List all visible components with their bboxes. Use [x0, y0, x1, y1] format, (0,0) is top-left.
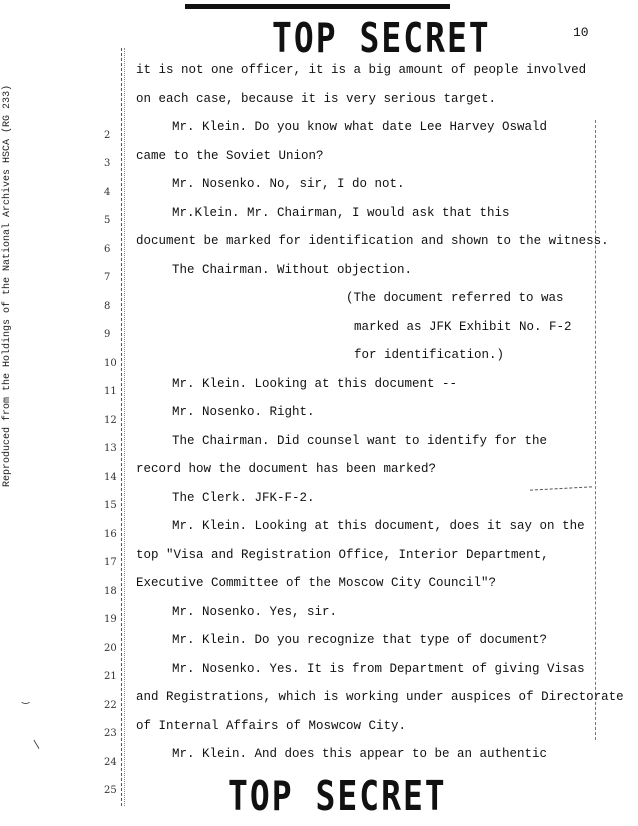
transcript-line: Mr. Klein. Do you recognize that type of document? [172, 633, 548, 647]
line-number: 5 [104, 215, 111, 226]
line-number: 21 [104, 671, 117, 682]
transcript-line: it is not one officer, it is a big amount of people involved [136, 63, 587, 77]
line-number: 4 [104, 186, 111, 198]
transcript-line: Mr. Nosenko. Yes, sir. [172, 604, 338, 619]
left-margin-rule-inner [124, 48, 125, 806]
top-rule [185, 4, 450, 9]
transcript-line: Mr. Nosenko. No, sir, I do not. [172, 177, 405, 191]
page-number: 10 [573, 25, 589, 40]
right-margin-rule [595, 120, 596, 740]
line-number: 18 [104, 585, 117, 597]
transcript-line: came to the Soviet Union? [136, 148, 324, 163]
transcript-line: The Clerk. JFK-F-2. [172, 490, 315, 505]
transcript-line: Mr. Klein. Do you know what date Lee Harvey Oswald [172, 120, 548, 134]
transcript-line: top "Visa and Registration Office, Interior Department, [136, 547, 549, 562]
transcript-line: on each case, because it is very serious target. [136, 91, 497, 106]
left-margin-rule [121, 48, 122, 806]
line-number: 22 [104, 699, 117, 711]
transcript-line: The Chairman. Without objection. [172, 262, 413, 277]
line-number: 9 [104, 329, 111, 340]
transcript-line: Executive Committee of the Moscow City Council"? [136, 576, 497, 590]
line-number: 6 [104, 243, 111, 255]
line-number: 3 [104, 158, 111, 169]
transcript-line: of Internal Affairs of Moswcow City. [136, 718, 407, 733]
transcript-line: (The document referred to was [346, 291, 564, 305]
transcript-line: record how the document has been marked? [136, 462, 437, 476]
stray-pen-mark [530, 486, 592, 490]
transcript-line: and Registrations, which is working under auspices of Directorate [136, 690, 624, 704]
top-secret-stamp-header: TOP SECRET [272, 13, 491, 62]
line-number: 8 [104, 300, 111, 312]
line-number: 2 [104, 129, 111, 141]
stray-mark-2: / [29, 738, 46, 752]
transcript-line: Mr. Nosenko. Yes. It is from Department of giving Visas [172, 661, 585, 676]
line-number: 13 [104, 443, 117, 454]
line-number: 11 [104, 386, 117, 397]
line-number: 14 [104, 471, 117, 483]
line-number: 17 [104, 557, 117, 568]
transcript-line: Mr. Nosenko. Right. [172, 405, 315, 419]
line-number: 23 [104, 728, 117, 739]
transcript-line: Mr. Klein. Looking at this document, does it say on the [172, 519, 585, 533]
transcript-line: document be marked for identification and shown to the witness. [136, 234, 609, 248]
transcript-line: Mr. Klein. And does this appear to be an authentic [172, 747, 548, 761]
transcript-line: for identification.) [354, 348, 505, 362]
transcript-line: marked as JFK Exhibit No. F-2 [354, 319, 572, 334]
transcript-line: Mr.Klein. Mr. Chairman, I would ask that this [172, 205, 510, 220]
line-number: 20 [104, 642, 117, 654]
line-number: 16 [104, 528, 117, 540]
top-secret-stamp-footer: TOP SECRET [228, 771, 447, 820]
line-number: 19 [104, 614, 117, 625]
line-number: 15 [104, 500, 117, 511]
stray-mark-1: ‿ [22, 691, 30, 705]
archive-side-note: Reproduced from the Holdings of the National Archives HSCA (RG 233) [2, 84, 13, 487]
transcript-line: The Chairman. Did counsel want to identify for the [172, 433, 548, 448]
line-number: 7 [104, 272, 111, 283]
line-number: 25 [104, 785, 117, 796]
transcript-line: Mr. Klein. Looking at this document -- [172, 376, 458, 391]
line-number: 10 [104, 357, 117, 369]
line-number: 24 [104, 756, 117, 768]
line-number: 12 [104, 414, 117, 426]
